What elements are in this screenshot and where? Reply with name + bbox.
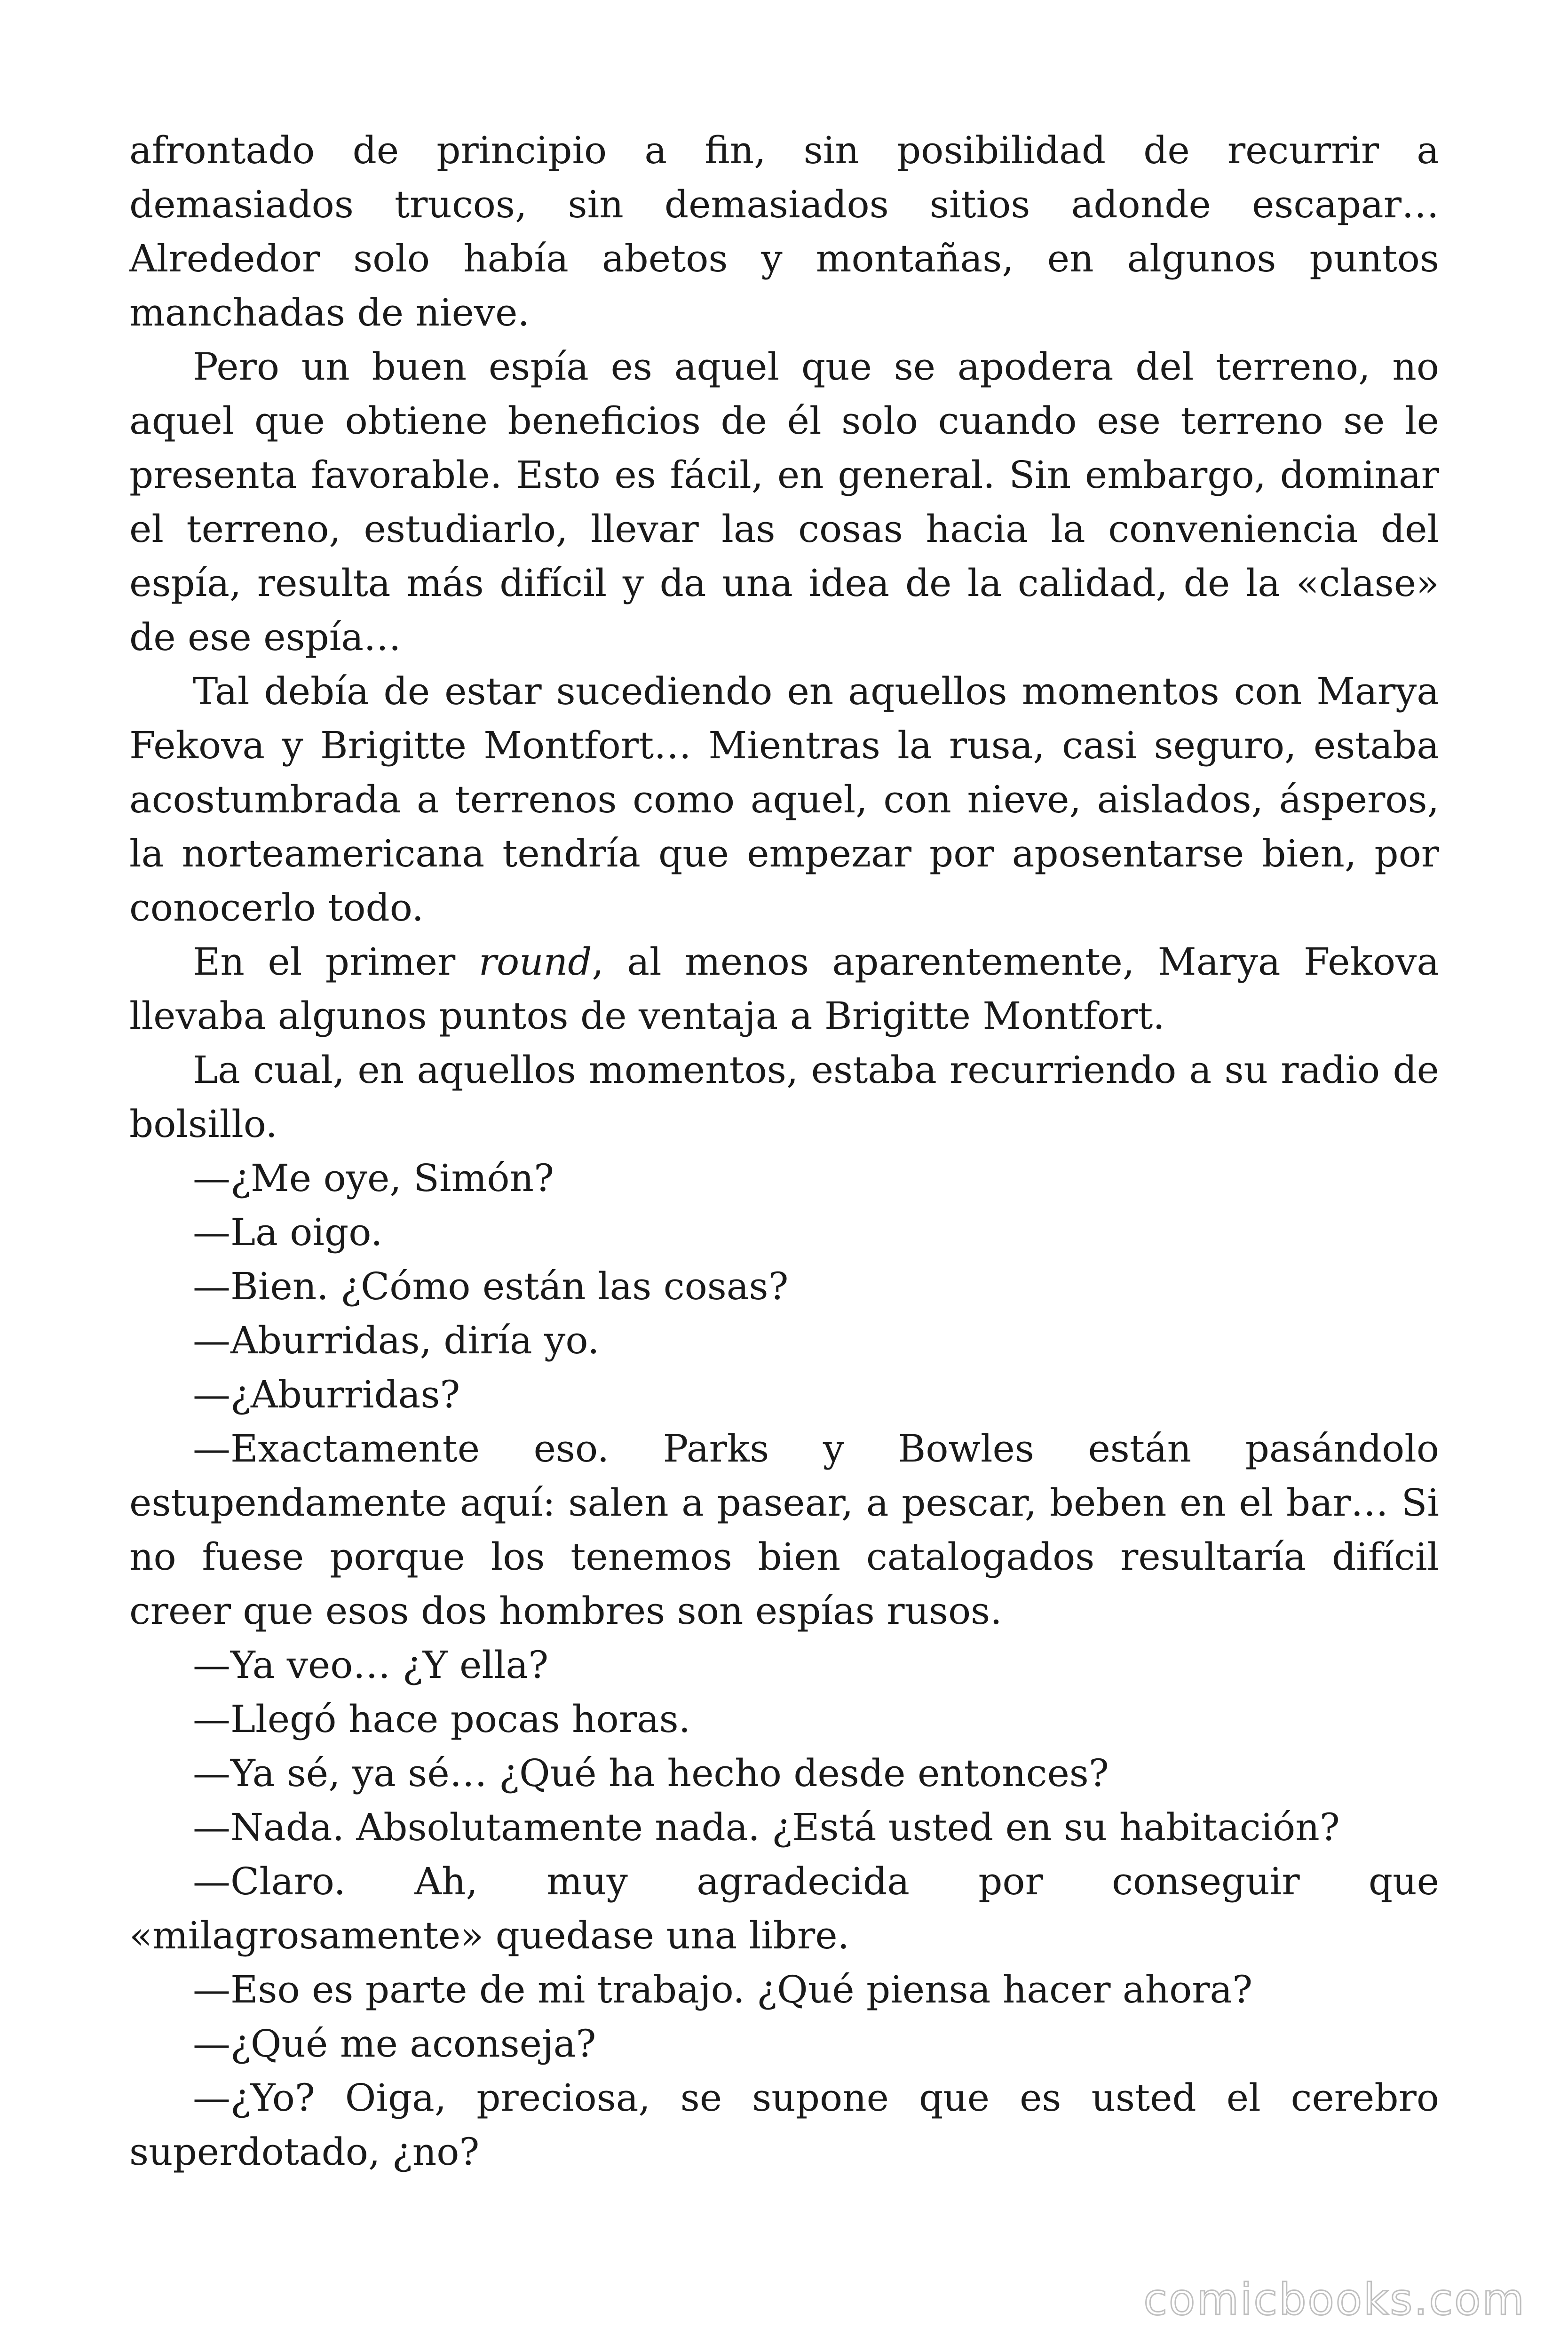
body-text — [129, 123, 1439, 2179]
dialogue-line: —Ya veo… ¿Y ella? — [193, 1643, 549, 1687]
dialogue-line: —¿Aburridas? — [193, 1373, 460, 1416]
paragraph: Pero un buen espía es aquel que se apodera del terreno, no aquel que obtiene beneficios de él solo cuando ese terreno se le presenta favorable. Esto es fácil, en general. Sin embargo, dominar el terreno, estudiarlo, llevar las cosas hacia la conveniencia del espía, resulta más difícil y da una idea de la calidad, de la «clase» de ese espía… — [129, 345, 1439, 659]
paragraph-text: En el primer — [193, 940, 479, 984]
dialogue-line: —Ya sé, ya sé… ¿Qué ha hecho desde entonces? — [193, 1751, 1109, 1795]
dialogue-line: —Claro. Ah, muy agradecida por conseguir que «milagrosamente» quedase una libre. — [129, 1859, 1439, 1957]
dialogue-line: —¿Qué me aconseja? — [193, 2022, 596, 2066]
paragraph: La cual, en aquellos momentos, estaba recurriendo a su radio de bolsillo. — [129, 1048, 1439, 1146]
dialogue-line: —La oigo. — [193, 1210, 383, 1254]
dialogue-line: —Exactamente eso. Parks y Bowles están pasándolo estupendamente aquí: salen a pasear, a pescar, beben en el bar… Si no fuese porque los tenemos bien catalogados resultaría difícil creer que esos dos hombres son espías rusos. — [129, 1427, 1439, 1633]
dialogue-line: —Bien. ¿Cómo están las cosas? — [193, 1264, 789, 1308]
paragraph — [129, 935, 1439, 1043]
dialogue-line: —¿Yo? Oiga, preciosa, se supone que es usted el cerebro superdotado, ¿no? — [129, 2076, 1439, 2174]
italic-word: round — [478, 940, 592, 984]
dialogue-line: —Aburridas, diría yo. — [193, 1319, 600, 1362]
dialogue-line: —Eso es parte de mi trabajo. ¿Qué piensa hacer ahora? — [193, 1968, 1253, 2011]
dialogue-line: —¿Me oye, Simón? — [193, 1156, 554, 1200]
paragraph: afrontado de principio a fin, sin posibilidad de recurrir a demasiados trucos, sin demasiados sitios adonde escapar… Alrededor solo había abetos y montañas, en algunos puntos manchadas de nieve. — [129, 128, 1439, 334]
dialogue-line: —Nada. Absolutamente nada. ¿Está usted en su habitación? — [193, 1805, 1340, 1849]
watermark: comicbooks.com — [1143, 2274, 1526, 2325]
dialogue-line: —Llegó hace pocas horas. — [193, 1697, 691, 1741]
paragraph-text: , al menos aparentemente, Marya Fekova llevaba algunos puntos de ventaja a Brigitte Montfort. — [129, 940, 1440, 1038]
paragraph: Tal debía de estar sucediendo en aquellos momentos con Marya Fekova y Brigitte Montfort… Mientras la rusa, casi seguro, estaba acostumbrada a terrenos como aquel, con nieve, aislados, ásperos, la norteamericana tendría que empezar por aposentarse bien, por conocerlo todo. — [129, 669, 1439, 930]
